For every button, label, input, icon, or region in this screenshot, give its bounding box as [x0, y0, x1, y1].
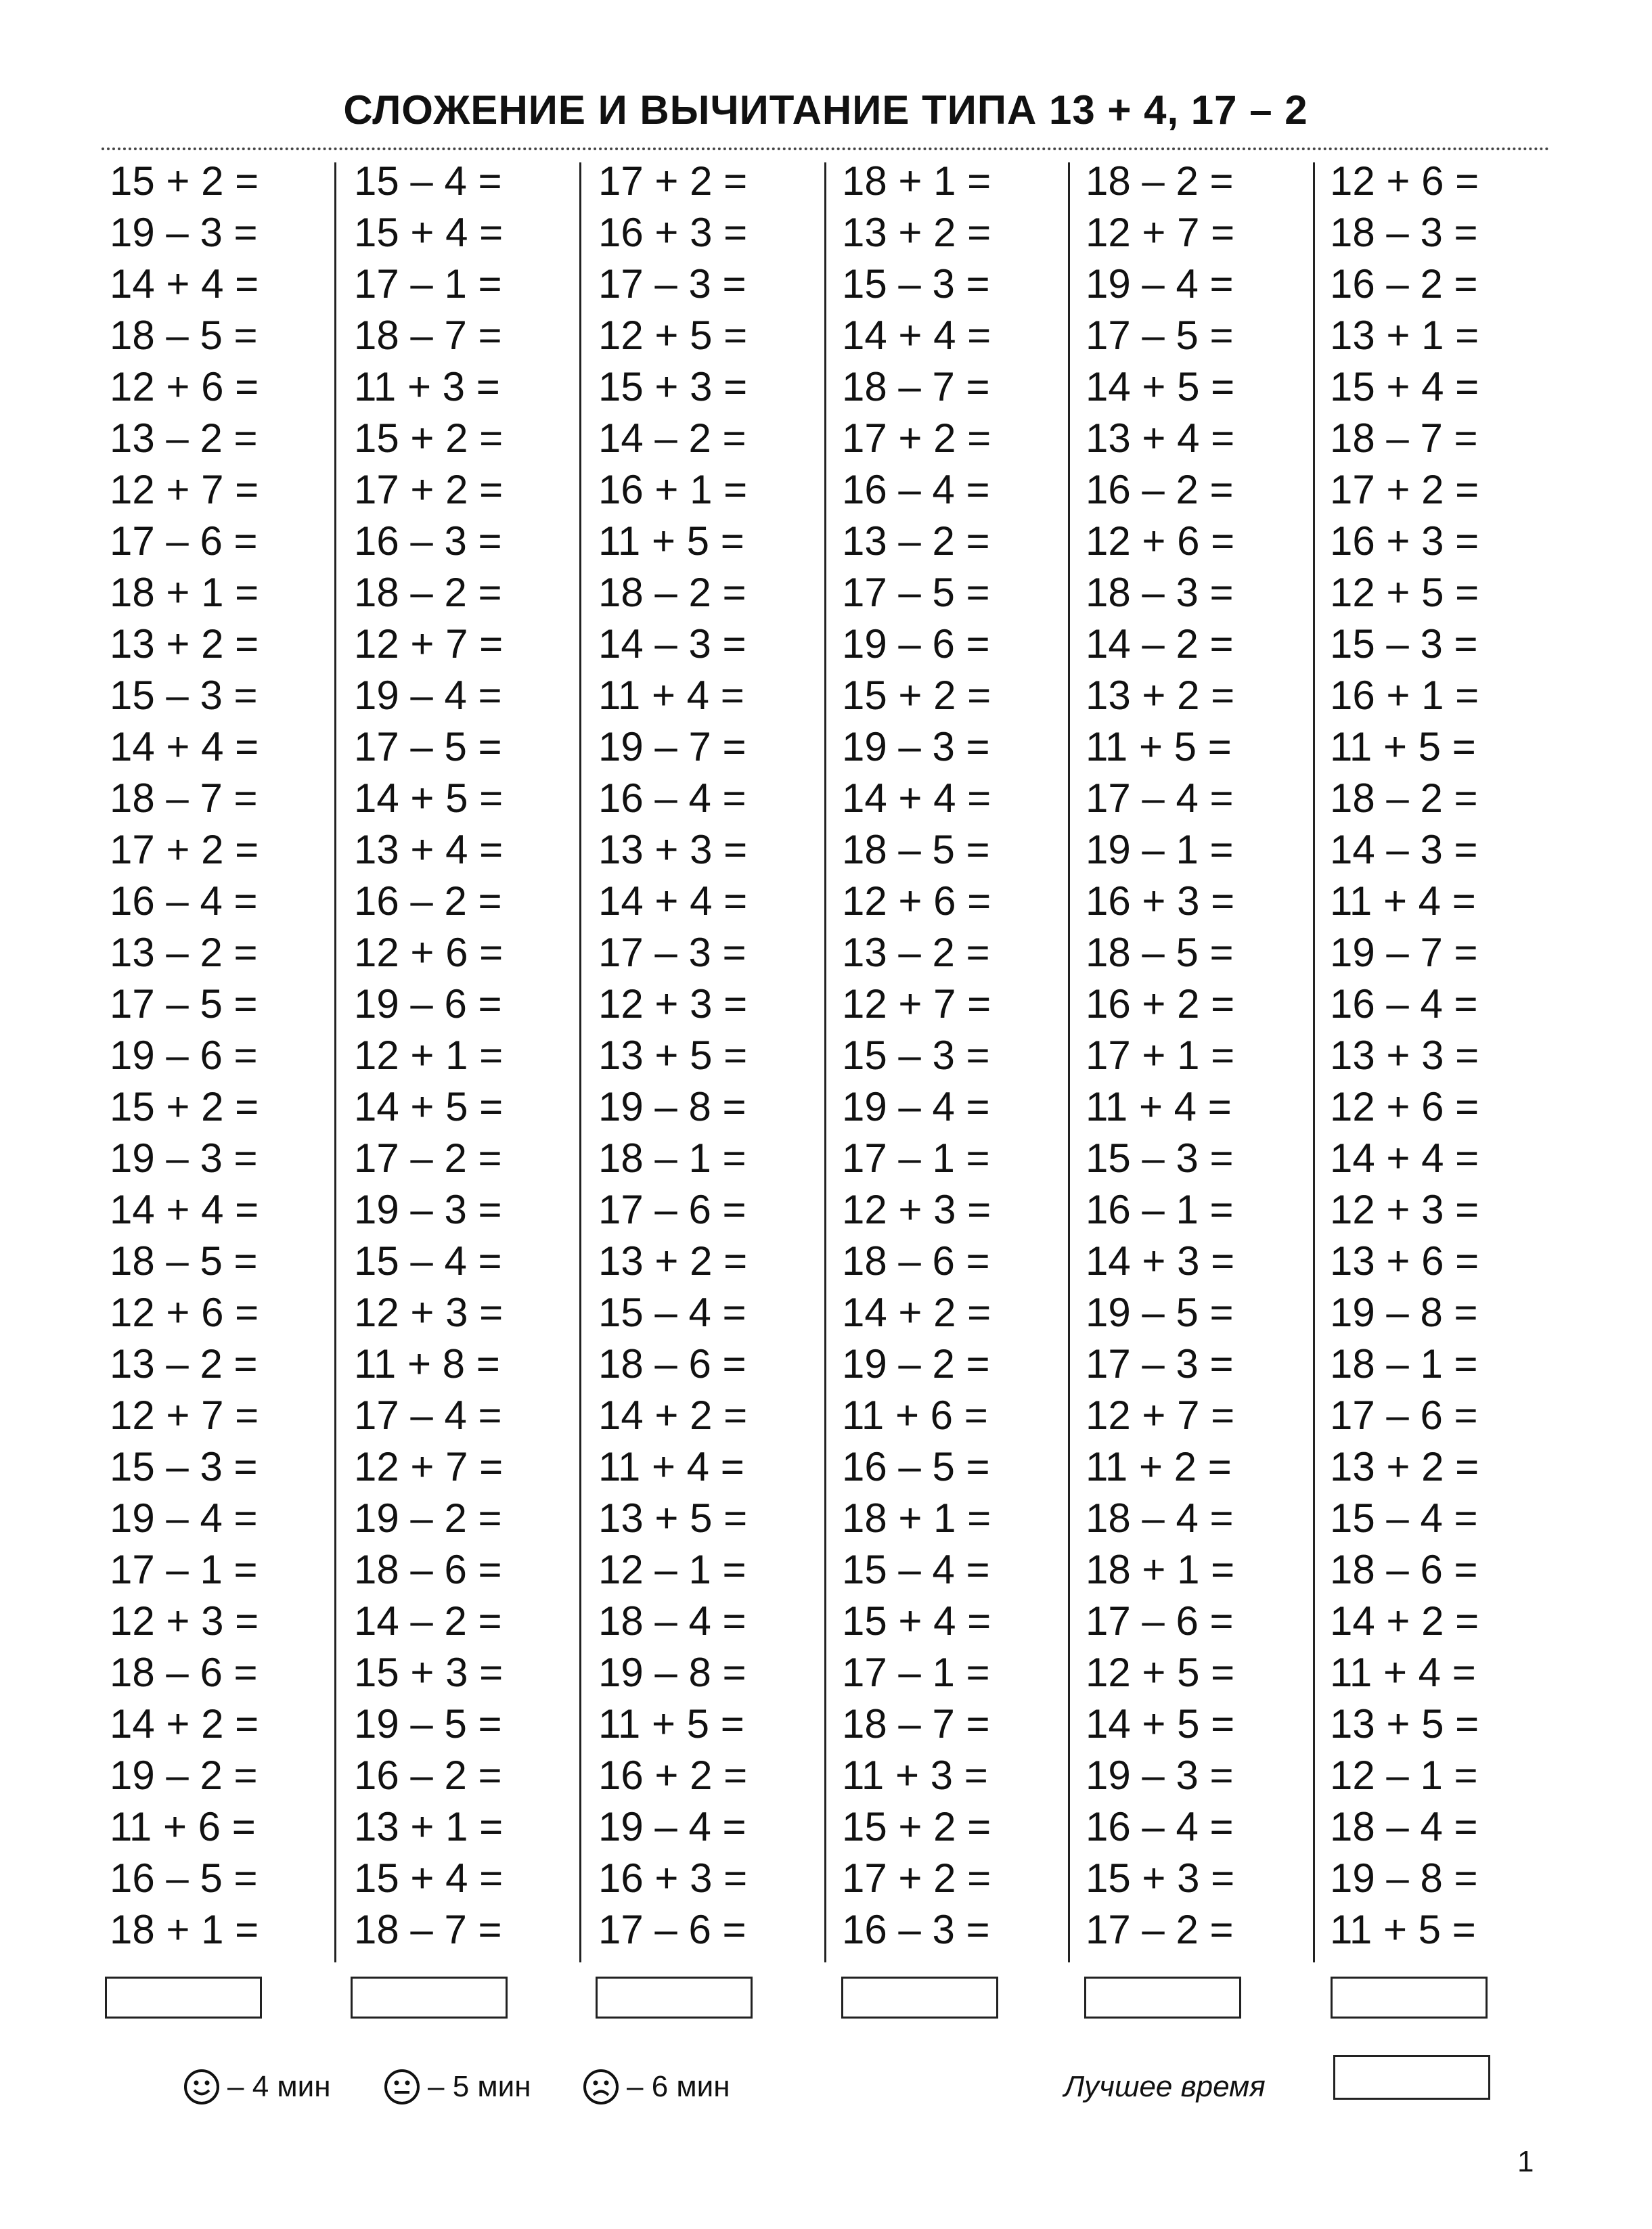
example-row: 14 – 2 =: [598, 415, 746, 461]
example-row: 12 + 6 =: [1086, 518, 1235, 564]
example-row: 12 + 3 =: [110, 1598, 259, 1644]
example-row: 18 – 1 =: [1330, 1341, 1478, 1387]
example-row: 11 + 5 =: [1086, 724, 1232, 769]
example-row: 13 + 5 =: [598, 1033, 748, 1078]
example-row: 18 – 6 =: [842, 1238, 990, 1284]
example-row: 11 + 6 =: [842, 1393, 988, 1438]
example-row: 12 – 1 =: [598, 1547, 746, 1592]
column-divider: [824, 162, 826, 1962]
example-row: 17 – 6 =: [598, 1187, 746, 1232]
example-row: 13 – 2 =: [842, 518, 990, 564]
example-row: 11 + 5 =: [1330, 724, 1476, 769]
example-row: 11 + 4 =: [1330, 1650, 1476, 1695]
example-row: 19 – 7 =: [1330, 930, 1478, 975]
example-row: 11 + 4 =: [598, 1444, 744, 1489]
example-row: 19 – 4 =: [354, 673, 502, 718]
column-divider: [334, 162, 336, 1962]
example-row: 17 – 3 =: [598, 261, 746, 307]
example-row: 16 + 2 =: [598, 1753, 748, 1798]
example-row: 14 – 3 =: [598, 621, 746, 667]
example-row: 15 – 4 =: [354, 1238, 502, 1284]
example-row: 19 – 5 =: [1086, 1290, 1234, 1335]
legend-4min: [183, 2067, 331, 2107]
column-divider: [1313, 162, 1315, 1962]
example-row: 15 – 3 =: [110, 1444, 258, 1489]
example-row: 18 – 7 =: [842, 1701, 990, 1747]
example-row: 17 – 5 =: [354, 724, 502, 769]
example-row: 12 + 7 =: [354, 621, 504, 667]
example-row: 14 + 2 =: [1330, 1598, 1479, 1644]
example-row: 17 – 5 =: [110, 981, 258, 1027]
smiley-sad-icon: [582, 2068, 620, 2106]
example-row: 17 – 6 =: [598, 1907, 746, 1952]
example-row: 15 + 4 =: [842, 1598, 991, 1644]
example-row: 19 – 8 =: [1330, 1855, 1478, 1901]
legend-6min-text: – 6 мин: [627, 2070, 730, 2103]
example-row: 17 – 5 =: [842, 570, 990, 615]
example-row: 18 – 6 =: [1330, 1547, 1478, 1592]
example-row: 17 – 1 =: [842, 1135, 990, 1181]
example-row: 19 – 2 =: [110, 1753, 258, 1798]
example-row: 14 + 2 =: [598, 1393, 748, 1438]
example-row: 11 + 8 =: [354, 1341, 500, 1387]
legend-5min-text: – 5 мин: [428, 2070, 531, 2103]
example-row: 19 – 6 =: [110, 1033, 258, 1078]
example-row: 11 + 4 =: [1330, 878, 1476, 924]
example-row: 12 + 7 =: [110, 467, 259, 512]
example-row: 12 + 1 =: [354, 1033, 504, 1078]
example-row: 16 + 1 =: [1330, 673, 1479, 718]
example-row: 14 + 4 =: [110, 1187, 259, 1232]
example-row: 12 + 6 =: [110, 364, 259, 409]
example-row: 14 + 5 =: [1086, 364, 1235, 409]
example-row: 14 – 2 =: [1086, 621, 1234, 667]
example-row: 18 – 5 =: [1086, 930, 1234, 975]
example-row: 15 – 4 =: [598, 1290, 746, 1335]
example-row: 15 + 2 =: [110, 1084, 259, 1129]
example-row: 12 – 1 =: [1330, 1753, 1478, 1798]
example-row: 19 – 3 =: [354, 1187, 502, 1232]
example-row: 12 + 6 =: [1330, 158, 1479, 204]
example-row: 19 – 8 =: [1330, 1290, 1478, 1335]
example-row: 17 – 6 =: [110, 518, 258, 564]
example-row: 11 + 6 =: [110, 1804, 256, 1849]
example-row: 12 + 3 =: [842, 1187, 991, 1232]
example-row: 18 + 1 =: [110, 570, 259, 615]
example-column-3: [598, 156, 842, 1956]
example-row: 13 + 3 =: [1330, 1033, 1479, 1078]
example-row: 12 + 7 =: [110, 1393, 259, 1438]
example-row: 15 + 3 =: [1086, 1855, 1235, 1901]
example-row: 12 + 5 =: [1330, 570, 1479, 615]
example-row: 18 – 4 =: [598, 1598, 746, 1644]
example-row: 18 + 1 =: [110, 1907, 259, 1952]
example-row: 12 + 5 =: [598, 313, 748, 358]
example-row: 14 + 4 =: [842, 775, 991, 821]
example-row: 13 – 2 =: [842, 930, 990, 975]
example-row: 16 – 3 =: [354, 518, 502, 564]
example-row: 11 + 5 =: [598, 1701, 744, 1747]
example-row: 18 – 5 =: [110, 1238, 258, 1284]
example-row: 16 – 4 =: [110, 878, 258, 924]
page-title: СЛОЖЕНИЕ И ВЫЧИТАНИЕ ТИПА 13 + 4, 17 – 2: [343, 87, 1308, 133]
example-row: 18 – 5 =: [842, 827, 990, 872]
example-row: 19 – 1 =: [1086, 827, 1234, 872]
smiley-neutral-icon: [383, 2068, 421, 2106]
example-row: 12 + 6 =: [354, 930, 504, 975]
example-row: 19 – 3 =: [1086, 1753, 1234, 1798]
smiley-happy-icon: [183, 2068, 221, 2106]
example-row: 15 – 3 =: [110, 673, 258, 718]
example-row: 18 – 4 =: [1330, 1804, 1478, 1849]
example-row: 18 – 2 =: [1086, 158, 1234, 204]
example-row: 18 + 1 =: [842, 1495, 991, 1541]
example-row: 17 + 2 =: [1330, 467, 1479, 512]
example-row: 15 + 3 =: [598, 364, 748, 409]
example-row: 17 + 2 =: [354, 467, 504, 512]
example-row: 18 – 4 =: [1086, 1495, 1234, 1541]
example-row: 13 + 4 =: [1086, 415, 1235, 461]
example-row: 15 + 4 =: [354, 1855, 504, 1901]
example-row: 18 – 6 =: [598, 1341, 746, 1387]
example-row: 16 + 3 =: [598, 1855, 748, 1901]
title-divider: [102, 148, 1550, 150]
example-row: 16 – 2 =: [354, 1753, 502, 1798]
example-row: 18 – 7 =: [354, 1907, 502, 1952]
example-row: 15 + 2 =: [110, 158, 259, 204]
example-row: 13 + 2 =: [1086, 673, 1235, 718]
example-row: 11 + 4 =: [598, 673, 744, 718]
example-row: 17 – 1 =: [110, 1547, 258, 1592]
example-row: 17 + 2 =: [110, 827, 259, 872]
example-row: 11 + 2 =: [1086, 1444, 1232, 1489]
legend-4min-text: – 4 мин: [227, 2070, 331, 2103]
example-row: 17 – 1 =: [842, 1650, 990, 1695]
example-row: 14 + 5 =: [1086, 1701, 1235, 1747]
example-row: 18 – 6 =: [110, 1650, 258, 1695]
example-row: 17 – 2 =: [1086, 1907, 1234, 1952]
example-row: 14 + 2 =: [842, 1290, 991, 1335]
example-row: 19 – 8 =: [598, 1084, 746, 1129]
example-row: 16 + 2 =: [1086, 981, 1235, 1027]
example-row: 15 – 4 =: [354, 158, 502, 204]
example-row: 13 + 5 =: [598, 1495, 748, 1541]
example-column-4: [842, 156, 1086, 1956]
example-row: 19 – 4 =: [842, 1084, 990, 1129]
example-row: 15 – 4 =: [842, 1547, 990, 1592]
example-row: 16 – 3 =: [842, 1907, 990, 1952]
example-row: 13 + 2 =: [842, 210, 991, 255]
example-row: 18 – 6 =: [354, 1547, 502, 1592]
example-row: 16 – 4 =: [598, 775, 746, 821]
example-column-1: [110, 156, 353, 1956]
example-row: 12 + 3 =: [1330, 1187, 1479, 1232]
column-divider: [1068, 162, 1070, 1962]
example-row: 16 – 1 =: [1086, 1187, 1234, 1232]
example-row: 13 + 5 =: [1330, 1701, 1479, 1747]
example-row: 17 – 6 =: [1330, 1393, 1478, 1438]
example-row: 14 + 5 =: [354, 1084, 504, 1129]
example-row: 13 + 3 =: [598, 827, 748, 872]
best-time-label: Лучшее время: [1064, 2070, 1266, 2103]
example-row: 13 + 4 =: [354, 827, 504, 872]
example-row: 12 + 7 =: [842, 981, 991, 1027]
example-row: 18 – 3 =: [1086, 570, 1234, 615]
example-row: 18 – 1 =: [598, 1135, 746, 1181]
example-row: 12 + 3 =: [598, 981, 748, 1027]
example-row: 11 + 3 =: [842, 1753, 988, 1798]
time-box-column-5[interactable]: [1084, 1977, 1241, 2019]
example-row: 12 + 6 =: [110, 1290, 259, 1335]
example-row: 12 + 6 =: [1330, 1084, 1479, 1129]
example-column-6: [1330, 156, 1573, 1956]
example-row: 15 + 2 =: [842, 673, 991, 718]
example-row: 12 + 3 =: [354, 1290, 504, 1335]
example-row: 14 + 4 =: [598, 878, 748, 924]
example-row: 13 – 2 =: [110, 930, 258, 975]
example-row: 16 – 4 =: [842, 467, 990, 512]
example-row: 18 – 2 =: [1330, 775, 1478, 821]
example-row: 18 – 2 =: [598, 570, 746, 615]
example-row: 19 – 2 =: [842, 1341, 990, 1387]
legend-5min: [383, 2067, 531, 2107]
example-row: 16 + 3 =: [1330, 518, 1479, 564]
column-divider: [579, 162, 581, 1962]
example-row: 19 – 3 =: [110, 210, 258, 255]
example-row: 15 + 2 =: [354, 415, 504, 461]
example-row: 16 + 3 =: [598, 210, 748, 255]
example-row: 19 – 3 =: [110, 1135, 258, 1181]
example-row: 17 + 1 =: [1086, 1033, 1235, 1078]
example-row: 15 + 4 =: [354, 210, 504, 255]
example-row: 13 + 1 =: [1330, 313, 1479, 358]
example-row: 18 – 3 =: [1330, 210, 1478, 255]
legend-6min: [582, 2067, 730, 2107]
example-row: 13 + 2 =: [1330, 1444, 1479, 1489]
example-row: 16 – 2 =: [1330, 261, 1478, 307]
example-row: 14 – 3 =: [1330, 827, 1478, 872]
example-row: 19 – 8 =: [598, 1650, 746, 1695]
example-row: 12 + 5 =: [1086, 1650, 1235, 1695]
example-row: 17 + 2 =: [842, 1855, 991, 1901]
example-row: 11 + 5 =: [598, 518, 744, 564]
example-row: 15 – 4 =: [1330, 1495, 1478, 1541]
example-row: 14 – 2 =: [354, 1598, 502, 1644]
example-column-2: [354, 156, 598, 1956]
example-row: 14 + 4 =: [110, 261, 259, 307]
example-row: 15 – 3 =: [842, 1033, 990, 1078]
example-row: 16 + 3 =: [1086, 878, 1235, 924]
example-row: 18 – 7 =: [842, 364, 990, 409]
example-row: 13 – 2 =: [110, 415, 258, 461]
example-row: 19 – 7 =: [598, 724, 746, 769]
example-row: 14 + 4 =: [1330, 1135, 1479, 1181]
example-row: 18 – 5 =: [110, 313, 258, 358]
example-row: 12 + 7 =: [354, 1444, 504, 1489]
example-row: 13 + 2 =: [598, 1238, 748, 1284]
example-row: 17 – 6 =: [1086, 1598, 1234, 1644]
time-box-column-6[interactable]: [1331, 1977, 1488, 2019]
example-row: 15 – 3 =: [842, 261, 990, 307]
example-row: 19 – 4 =: [598, 1804, 746, 1849]
example-row: 14 + 5 =: [354, 775, 504, 821]
example-row: 13 + 2 =: [110, 621, 259, 667]
example-row: 13 – 2 =: [110, 1341, 258, 1387]
example-row: 19 – 4 =: [1086, 261, 1234, 307]
best-time-box[interactable]: [1333, 2055, 1490, 2100]
example-row: 13 + 1 =: [354, 1804, 504, 1849]
example-row: 12 + 7 =: [1086, 210, 1235, 255]
example-row: 14 + 2 =: [110, 1701, 259, 1747]
example-row: 16 – 2 =: [1086, 467, 1234, 512]
example-row: 16 + 1 =: [598, 467, 748, 512]
example-row: 18 – 7 =: [354, 313, 502, 358]
example-row: 17 – 2 =: [354, 1135, 502, 1181]
example-row: 19 – 4 =: [110, 1495, 258, 1541]
example-row: 18 – 7 =: [1330, 415, 1478, 461]
example-row: 19 – 3 =: [842, 724, 990, 769]
example-row: 17 + 2 =: [842, 415, 991, 461]
example-row: 14 + 3 =: [1086, 1238, 1235, 1284]
example-row: 12 + 7 =: [1086, 1393, 1235, 1438]
example-row: 17 – 5 =: [1086, 313, 1234, 358]
example-row: 17 – 3 =: [1086, 1341, 1234, 1387]
page-number: 1: [1517, 2145, 1534, 2178]
example-column-5: [1086, 156, 1329, 1956]
example-row: 14 + 4 =: [110, 724, 259, 769]
example-row: 16 – 4 =: [1330, 981, 1478, 1027]
example-row: 16 – 4 =: [1086, 1804, 1234, 1849]
example-row: 16 – 2 =: [354, 878, 502, 924]
example-row: 18 – 7 =: [110, 775, 258, 821]
example-row: 17 – 4 =: [354, 1393, 502, 1438]
example-row: 19 – 6 =: [842, 621, 990, 667]
example-row: 19 – 2 =: [354, 1495, 502, 1541]
example-row: 17 – 4 =: [1086, 775, 1234, 821]
example-row: 14 + 4 =: [842, 313, 991, 358]
example-row: 19 – 5 =: [354, 1701, 502, 1747]
example-row: 15 + 3 =: [354, 1650, 504, 1695]
example-row: 15 + 2 =: [842, 1804, 991, 1849]
time-box-column-3[interactable]: [596, 1977, 753, 2019]
example-row: 19 – 6 =: [354, 981, 502, 1027]
example-row: 11 + 4 =: [1086, 1084, 1232, 1129]
example-row: 15 – 3 =: [1330, 621, 1478, 667]
time-box-column-2[interactable]: [351, 1977, 508, 2019]
example-row: 18 + 1 =: [1086, 1547, 1235, 1592]
example-row: 17 + 2 =: [598, 158, 748, 204]
example-row: 17 – 1 =: [354, 261, 502, 307]
example-row: 15 + 4 =: [1330, 364, 1479, 409]
example-row: 12 + 6 =: [842, 878, 991, 924]
example-row: 18 + 1 =: [842, 158, 991, 204]
example-row: 16 – 5 =: [110, 1855, 258, 1901]
example-row: 18 – 2 =: [354, 570, 502, 615]
time-box-column-4[interactable]: [841, 1977, 998, 2019]
example-row: 11 + 3 =: [354, 364, 500, 409]
example-row: 13 + 6 =: [1330, 1238, 1479, 1284]
example-row: 15 – 3 =: [1086, 1135, 1234, 1181]
time-box-column-1[interactable]: [105, 1977, 262, 2019]
example-row: 17 – 3 =: [598, 930, 746, 975]
example-row: 11 + 5 =: [1330, 1907, 1476, 1952]
example-row: 16 – 5 =: [842, 1444, 990, 1489]
